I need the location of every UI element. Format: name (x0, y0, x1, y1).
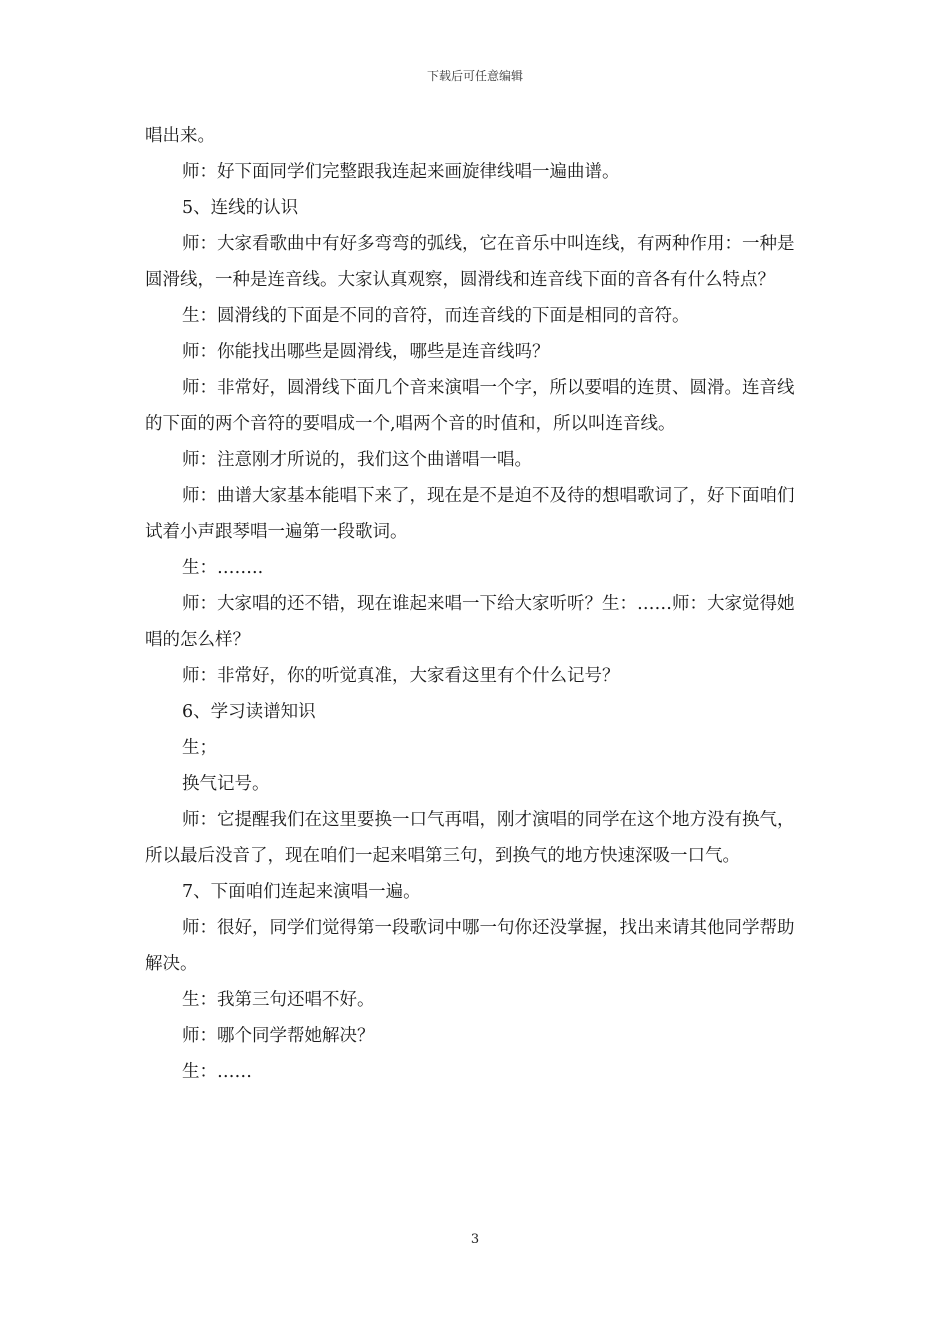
paragraph-16: 师：它提醒我们在这里要换一口气再唱，刚才演唱的同学在这个地方没有换气，所以最后没音了，现在咱们一起来唱第三句，到换气的地方快速深吸一口气。 (145, 810, 795, 866)
paragraph-21: 生：…… (182, 1062, 252, 1082)
paragraph-19: 生：我第三句还唱不好。 (182, 990, 375, 1010)
paragraph-12: 师：非常好，你的听觉真准，大家看这里有个什么记号？ (182, 666, 620, 686)
page-number: 3 (470, 1232, 480, 1247)
paragraph-2: 师：好下面同学们完整跟我连起来画旋律线唱一遍曲谱。 (182, 162, 620, 182)
paragraph-8: 师：注意刚才所说的，我们这个曲谱唱一唱。 (182, 450, 532, 470)
paragraph-15: 换气记号。 (182, 774, 270, 794)
document-body (145, 118, 807, 1090)
section-heading-7: 7、下面咱们连起来演唱一遍。 (182, 882, 421, 902)
paragraph-5: 生：圆滑线的下面是不同的音符，而连音线的下面是相同的音符。 (182, 306, 690, 326)
paragraph-4: 师：大家看歌曲中有好多弯弯的弧线，它在音乐中叫连线，有两种作用：一种是圆滑线，一种是连音线。大家认真观察，圆滑线和连音线下面的音各有什么特点？ (145, 234, 795, 290)
paragraph-11: 师：大家唱的还不错，现在谁起来唱一下给大家听听？生：……师：大家觉得她唱的怎么样？ (145, 594, 795, 650)
page-header: 下载后可任意编辑 (426, 69, 523, 83)
paragraph-6: 师：你能找出哪些是圆滑线，哪些是连音线吗？ (182, 342, 550, 362)
paragraph-10: 生：…….. (182, 558, 264, 578)
paragraph-7: 师：非常好，圆滑线下面几个音来演唱一个字，所以要唱的连贯、圆滑。连音线的下面的两个音符的要唱成一个,唱两个音的时值和，所以叫连音线。 (145, 378, 795, 434)
section-heading-6: 6、学习读谱知识 (182, 702, 316, 722)
paragraph-20: 师：哪个同学帮她解决？ (182, 1026, 375, 1046)
paragraph-14: 生； (182, 738, 217, 758)
paragraph-1: 唱出来。 (145, 126, 215, 146)
paragraph-18: 师：很好，同学们觉得第一段歌词中哪一句你还没掌握，找出来请其他同学帮助解决。 (145, 918, 795, 974)
paragraph-9: 师：曲谱大家基本能唱下来了，现在是不是迫不及待的想唱歌词了，好下面咱们试着小声跟琴唱一遍第一段歌词。 (145, 486, 795, 542)
section-heading-5: 5、连线的认识 (182, 198, 299, 218)
